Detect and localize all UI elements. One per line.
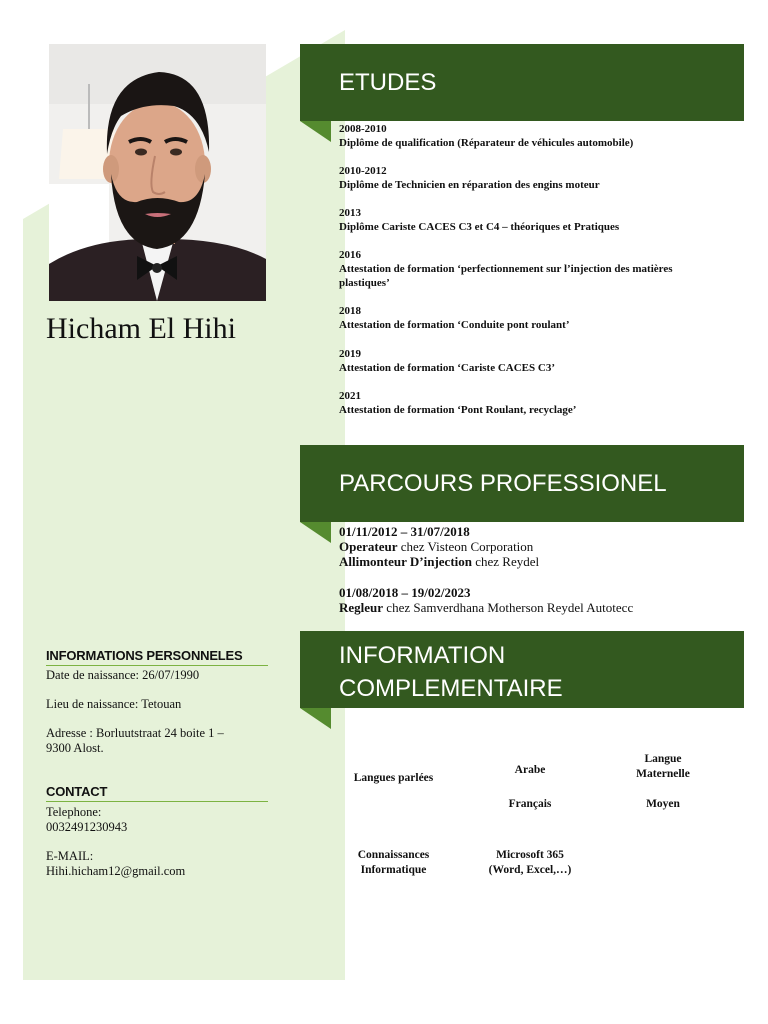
phone-label: Telephone:: [46, 805, 102, 819]
job-company: chez Samverdhana Motherson Reydel Autotecc: [383, 600, 634, 615]
value-line: Microsoft 365: [496, 849, 564, 861]
address-line-1: Adresse : Borluutstraat 24 boite 1 –: [46, 726, 224, 740]
etudes-year: 2008-2010: [339, 123, 387, 135]
etudes-year: 2016: [339, 249, 361, 261]
etudes-year: 2018: [339, 305, 361, 317]
etudes-desc: Diplôme Cariste CACES C3 et C4 – théoriques et Pratiques: [339, 221, 620, 233]
language-arabic: Arabe: [514, 764, 546, 776]
etudes-year: 2013: [339, 207, 361, 219]
address-line-2: 9300 Alost.: [46, 741, 104, 755]
etudes-item: [339, 389, 719, 417]
job-role: [339, 600, 739, 615]
parcours-heading: PARCOURS PROFESSIONEL: [339, 470, 667, 497]
language-arabic-level: [613, 752, 713, 782]
contact-heading: CONTACT: [46, 784, 268, 802]
job-company: chez Visteon Corporation: [397, 539, 534, 554]
birth-date: Date de naissance: 26/07/1990: [46, 668, 200, 682]
language-french: Français: [508, 798, 552, 810]
complementaire-heading-line2: COMPLEMENTAIRE: [339, 675, 563, 702]
etudes-desc: Attestation de formation ‘Conduite pont roulant’: [339, 319, 570, 331]
job-entry: [339, 585, 739, 615]
etudes-item: [339, 347, 719, 375]
email-address[interactable]: Hihi.hicham12@gmail.com: [46, 864, 186, 878]
etudes-desc: Diplôme de Technicien en réparation des engins moteur: [339, 179, 600, 191]
etudes-item: [339, 164, 719, 192]
job-company: chez Reydel: [472, 554, 540, 569]
job-role: [339, 554, 739, 569]
phone-number[interactable]: 0032491230943: [46, 820, 128, 834]
candidate-name: Hicham El Hihi: [46, 312, 236, 345]
job-role: [339, 539, 739, 554]
etudes-desc: Attestation de formation ‘Pont Roulant, recyclage’: [339, 404, 577, 416]
etudes-item: [339, 248, 699, 290]
languages-label: Langues parlées: [353, 772, 434, 784]
etudes-banner: [300, 44, 744, 121]
level-line: Langue: [644, 753, 682, 765]
complementaire-heading-line1: INFORMATION: [339, 642, 506, 669]
language-french-level: Moyen: [646, 798, 680, 810]
email-label: E-MAIL:: [46, 849, 94, 863]
label-line: Informatique: [360, 864, 427, 876]
job-title: Operateur: [339, 539, 398, 554]
job-period: 01/08/2018 – 19/02/2023: [339, 585, 471, 600]
etudes-desc: Attestation de formation ‘Cariste CACES C3’: [339, 362, 555, 374]
label-line: Connaissances: [357, 849, 430, 861]
job-title: Allimonteur D’injection: [339, 554, 472, 569]
etudes-heading: ETUDES: [339, 69, 437, 96]
birth-place: Lieu de naissance: Tetouan: [46, 697, 182, 711]
etudes-year: 2019: [339, 348, 361, 360]
personal-info-heading: INFORMATIONS PERSONNELES: [46, 648, 268, 666]
job-title: Regleur: [339, 600, 384, 615]
parcours-banner: [300, 445, 744, 522]
value-line: (Word, Excel,…): [488, 864, 572, 876]
computer-skills-label: [336, 848, 451, 878]
etudes-year: 2021: [339, 390, 361, 402]
etudes-desc: Diplôme de qualification (Réparateur de véhicules automobile): [339, 137, 634, 149]
etudes-item: [339, 304, 719, 332]
computer-skills-value: [470, 848, 590, 878]
etudes-item: [339, 206, 719, 234]
etudes-year: 2010-2012: [339, 165, 387, 177]
etudes-item: [339, 122, 719, 150]
level-line: Maternelle: [636, 768, 690, 780]
profile-photo: [49, 44, 266, 301]
job-entry: [339, 524, 739, 569]
etudes-desc: Attestation de formation ‘perfectionnement sur l’injection des matières plastiques’: [339, 263, 673, 289]
complementaire-banner: [300, 631, 744, 708]
job-period: 01/11/2012 – 31/07/2018: [339, 524, 470, 539]
